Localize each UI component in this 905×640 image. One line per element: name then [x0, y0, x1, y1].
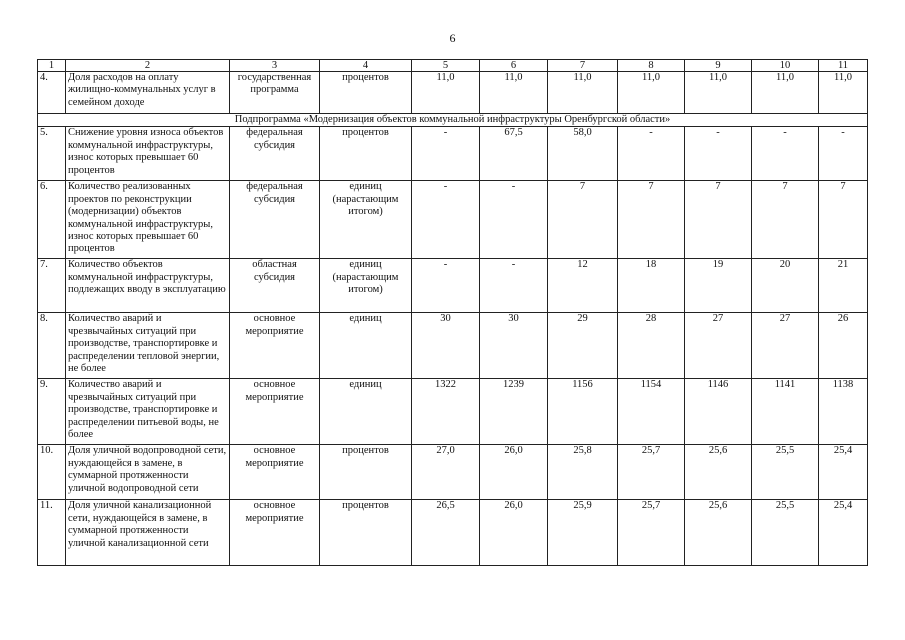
value-cell: 25,7 [618, 500, 685, 566]
header-cell: 2 [66, 60, 230, 72]
value-cell: 20 [752, 259, 819, 313]
subprogram-title: Подпрограмма «Модернизация объектов коммунальной инфраструктуры Оренбургской области» [38, 114, 868, 127]
row-number: 6. [38, 181, 66, 259]
value-cell: 11,0 [685, 72, 752, 114]
indicator-source: основное мероприятие [230, 445, 320, 500]
table-row [38, 379, 868, 445]
indicator-name: Доля расходов на оплату жилищно-коммунальных услуг в семейном доходе [66, 72, 230, 114]
header-cell: 8 [618, 60, 685, 72]
indicator-name: Количество аварий и чрезвычайных ситуаций при производстве, транспортировке и распределении тепловой энергии, не более [66, 313, 230, 379]
indicator-source: основное мероприятие [230, 313, 320, 379]
table-row [38, 181, 868, 259]
indicator-name: Доля уличной канализационной сети, нуждающейся в замене, в суммарной протяженности уличной канализационной сети [66, 500, 230, 566]
header-cell: 1 [38, 60, 66, 72]
value-cell: 7 [548, 181, 618, 259]
value-cell: 26,0 [480, 500, 548, 566]
value-cell: 11,0 [819, 72, 868, 114]
value-cell: 1156 [548, 379, 618, 445]
value-cell: 67,5 [480, 127, 548, 181]
value-cell: 1154 [618, 379, 685, 445]
value-cell: 58,0 [548, 127, 618, 181]
table-row [38, 72, 868, 114]
header-cell: 7 [548, 60, 618, 72]
indicator-source: областная субсидия [230, 259, 320, 313]
header-cell: 5 [412, 60, 480, 72]
value-cell: 11,0 [752, 72, 819, 114]
indicator-source: основное мероприятие [230, 500, 320, 566]
value-cell: 12 [548, 259, 618, 313]
value-cell: 25,4 [819, 445, 868, 500]
indicator-unit: процентов [320, 445, 412, 500]
value-cell: 1146 [685, 379, 752, 445]
value-cell: 7 [819, 181, 868, 259]
value-cell: 30 [412, 313, 480, 379]
value-cell: 28 [618, 313, 685, 379]
value-cell: 11,0 [412, 72, 480, 114]
row-number: 5. [38, 127, 66, 181]
indicator-name: Количество реализованных проектов по реконструкции (модернизации) объектов коммунальной инфраструктуры, износ которых превышает 60 процентов [66, 181, 230, 259]
indicator-name: Доля уличной водопроводной сети, нуждающейся в замене, в суммарной протяженности уличной водопроводной сети [66, 445, 230, 500]
header-row [38, 60, 868, 72]
value-cell: - [752, 127, 819, 181]
row-number: 11. [38, 500, 66, 566]
table-row [38, 259, 868, 313]
value-cell: - [412, 259, 480, 313]
indicator-source: основное мероприятие [230, 379, 320, 445]
value-cell: 30 [480, 313, 548, 379]
indicator-unit: процентов [320, 72, 412, 114]
row-number: 4. [38, 72, 66, 114]
indicator-unit: единиц [320, 313, 412, 379]
page-number: 6 [449, 31, 456, 45]
indicator-source: федеральная субсидия [230, 181, 320, 259]
value-cell: 1239 [480, 379, 548, 445]
value-cell: - [618, 127, 685, 181]
value-cell: 25,5 [752, 445, 819, 500]
header-cell: 11 [819, 60, 868, 72]
indicator-unit: процентов [320, 127, 412, 181]
value-cell: - [412, 127, 480, 181]
value-cell: - [412, 181, 480, 259]
value-cell: 1138 [819, 379, 868, 445]
header-cell: 10 [752, 60, 819, 72]
subprogram-row [38, 114, 868, 127]
value-cell: 25,6 [685, 445, 752, 500]
value-cell: 19 [685, 259, 752, 313]
value-cell: - [819, 127, 868, 181]
row-number: 10. [38, 445, 66, 500]
value-cell: 7 [618, 181, 685, 259]
value-cell: 18 [618, 259, 685, 313]
value-cell: 11,0 [548, 72, 618, 114]
value-cell: 11,0 [480, 72, 548, 114]
indicator-source: федеральная субсидия [230, 127, 320, 181]
row-number: 9. [38, 379, 66, 445]
table-row [38, 127, 868, 181]
value-cell: 1322 [412, 379, 480, 445]
indicator-unit: единиц (нарастающим итогом) [320, 181, 412, 259]
indicator-name: Количество объектов коммунальной инфраструктуры, подлежащих вводу в эксплуатацию [66, 259, 230, 313]
value-cell: 7 [685, 181, 752, 259]
value-cell: 25,6 [685, 500, 752, 566]
table-row [38, 313, 868, 379]
indicator-unit: единиц [320, 379, 412, 445]
table-row [38, 445, 868, 500]
row-number: 8. [38, 313, 66, 379]
value-cell: 29 [548, 313, 618, 379]
value-cell: 21 [819, 259, 868, 313]
indicator-unit: процентов [320, 500, 412, 566]
value-cell: 1141 [752, 379, 819, 445]
value-cell: 26,5 [412, 500, 480, 566]
value-cell: 25,5 [752, 500, 819, 566]
indicator-unit: единиц (нарастающим итогом) [320, 259, 412, 313]
value-cell: - [480, 181, 548, 259]
value-cell: 25,8 [548, 445, 618, 500]
header-cell: 9 [685, 60, 752, 72]
value-cell: 26,0 [480, 445, 548, 500]
value-cell: 25,4 [819, 500, 868, 566]
value-cell: 25,9 [548, 500, 618, 566]
value-cell: - [480, 259, 548, 313]
value-cell: 27 [685, 313, 752, 379]
indicator-name: Снижение уровня износа объектов коммунальной инфраструктуры, износ которых превышает 60 процентов [66, 127, 230, 181]
table-row [38, 500, 868, 566]
header-cell: 6 [480, 60, 548, 72]
value-cell: 26 [819, 313, 868, 379]
value-cell: 25,7 [618, 445, 685, 500]
indicator-source: государственная программа [230, 72, 320, 114]
row-number: 7. [38, 259, 66, 313]
value-cell: 7 [752, 181, 819, 259]
header-cell: 4 [320, 60, 412, 72]
value-cell: 27,0 [412, 445, 480, 500]
indicators-table [37, 59, 868, 566]
indicator-name: Количество аварий и чрезвычайных ситуаций при производстве, транспортировке и распределении питьевой воды, не более [66, 379, 230, 445]
value-cell: 27 [752, 313, 819, 379]
table-body [38, 60, 868, 566]
value-cell: 11,0 [618, 72, 685, 114]
header-cell: 3 [230, 60, 320, 72]
value-cell: - [685, 127, 752, 181]
